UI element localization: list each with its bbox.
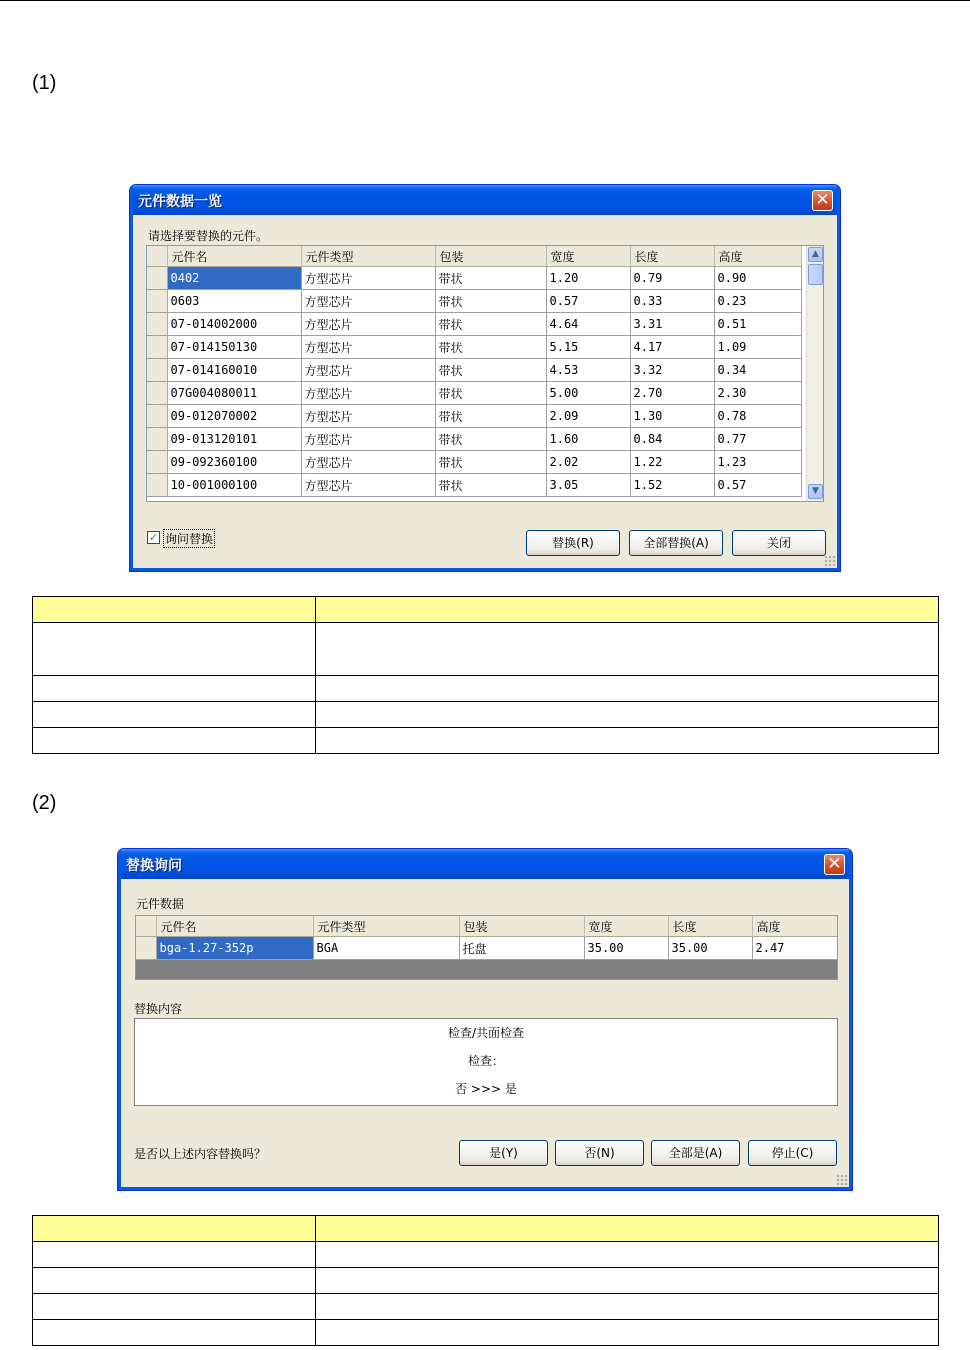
replace-content-line-1: 检查/共面检查 <box>447 1026 525 1040</box>
cell-width[interactable]: 0.57 <box>546 290 630 313</box>
cell-name[interactable]: 09-092360100 <box>167 451 301 474</box>
cell-type[interactable]: 方型芯片 <box>301 382 435 405</box>
cell-width[interactable]: 4.53 <box>546 359 630 382</box>
table-header-row <box>33 597 939 623</box>
table-row <box>33 623 939 676</box>
cell-length[interactable]: 2.70 <box>630 382 714 405</box>
table-row[interactable] <box>147 267 801 290</box>
replace-question-label: 是否以上述内容替换吗？ <box>134 1147 267 1161</box>
dialog-titlebar[interactable] <box>130 185 840 215</box>
table-row[interactable] <box>147 290 801 313</box>
cell-name[interactable]: 07G004080011 <box>167 382 301 405</box>
cell-type[interactable]: BGA <box>313 937 459 960</box>
table-row <box>33 728 939 754</box>
table-header-row <box>33 1216 939 1242</box>
scroll-down-icon[interactable]: ▼ <box>808 484 823 499</box>
cell-package[interactable]: 带状 <box>435 405 546 428</box>
section-number-2: (2) <box>32 792 57 814</box>
cell-width[interactable]: 5.15 <box>546 336 630 359</box>
cell-width[interactable]: 2.02 <box>546 451 630 474</box>
cell-package[interactable]: 带状 <box>435 336 546 359</box>
cell-package[interactable]: 带状 <box>435 267 546 290</box>
replace-confirm-dialog <box>117 848 853 1191</box>
cell-type[interactable]: 方型芯片 <box>301 267 435 290</box>
replace-all-button[interactable]: 全部替换(A) <box>629 530 723 556</box>
cell-height[interactable]: 0.51 <box>714 313 801 336</box>
cell-height[interactable]: 0.77 <box>714 428 801 451</box>
row-header-corner <box>136 916 156 937</box>
grid-header-row <box>136 916 837 937</box>
row-header[interactable] <box>136 937 156 960</box>
cell-type[interactable]: 方型芯片 <box>301 313 435 336</box>
table-row[interactable] <box>147 428 801 451</box>
table-cell <box>316 1242 939 1268</box>
row-header[interactable] <box>147 290 167 313</box>
cell-package[interactable]: 带状 <box>435 313 546 336</box>
confirm-replace-label[interactable]: 询问替换 <box>163 529 215 548</box>
scroll-up-icon[interactable]: ▲ <box>808 247 823 262</box>
table-header-cell <box>33 597 316 623</box>
table-row <box>33 702 939 728</box>
close-icon[interactable]: ✕ <box>824 854 845 875</box>
cell-width[interactable]: 1.20 <box>546 267 630 290</box>
cell-package[interactable]: 带状 <box>435 474 546 497</box>
table-cell <box>33 728 316 754</box>
cell-name[interactable]: 10-001000100 <box>167 474 301 497</box>
table-cell <box>33 702 316 728</box>
column-header-width[interactable]: 宽度 <box>546 246 630 267</box>
cell-height[interactable]: 0.23 <box>714 290 801 313</box>
column-header-length[interactable]: 长度 <box>668 916 752 937</box>
cell-height[interactable]: 0.57 <box>714 474 801 497</box>
cell-width[interactable]: 1.60 <box>546 428 630 451</box>
table-row[interactable] <box>147 313 801 336</box>
cell-height[interactable]: 0.78 <box>714 405 801 428</box>
stop-button[interactable]: 停止(C) <box>748 1140 837 1166</box>
component-data-label: 元件数据 <box>136 897 185 911</box>
row-header[interactable] <box>147 405 167 428</box>
description-table-2 <box>32 1215 939 1346</box>
replace-button[interactable]: 替换(R) <box>526 530 620 556</box>
table-cell <box>316 1294 939 1320</box>
cell-type[interactable]: 方型芯片 <box>301 405 435 428</box>
cell-package[interactable]: 托盘 <box>459 937 584 960</box>
row-header[interactable] <box>147 336 167 359</box>
yes-to-all-button[interactable]: 全部是(A) <box>651 1140 740 1166</box>
cell-height[interactable]: 2.47 <box>752 937 837 960</box>
table-row[interactable] <box>147 405 801 428</box>
component-grid[interactable] <box>146 245 824 502</box>
replace-component-table <box>136 916 838 960</box>
cell-type[interactable]: 方型芯片 <box>301 428 435 451</box>
table-row <box>33 1242 939 1268</box>
cell-width[interactable]: 5.00 <box>546 382 630 405</box>
cell-name[interactable]: 0402 <box>167 267 301 290</box>
close-button[interactable]: 关闭 <box>732 530 826 556</box>
table-cell <box>316 676 939 702</box>
table-row[interactable] <box>147 451 801 474</box>
table-row[interactable] <box>147 336 801 359</box>
cell-height[interactable]: 0.34 <box>714 359 801 382</box>
table-row <box>33 1268 939 1294</box>
table-cell <box>33 623 316 676</box>
cell-name[interactable]: 09-012070002 <box>167 405 301 428</box>
table-row <box>33 1320 939 1346</box>
replace-content-label: 替换内容 <box>134 1002 183 1016</box>
table-row <box>33 676 939 702</box>
cell-length[interactable]: 4.17 <box>630 336 714 359</box>
table-cell <box>316 623 939 676</box>
cell-height[interactable]: 0.90 <box>714 267 801 290</box>
column-header-height[interactable]: 高度 <box>752 916 837 937</box>
cell-width[interactable]: 3.05 <box>546 474 630 497</box>
cell-length[interactable]: 0.84 <box>630 428 714 451</box>
description-table-1 <box>32 596 939 754</box>
column-header-name[interactable]: 元件名 <box>167 246 301 267</box>
cell-length[interactable]: 1.52 <box>630 474 714 497</box>
cell-length[interactable]: 3.31 <box>630 313 714 336</box>
resize-grip-icon[interactable] <box>824 555 836 567</box>
cell-package[interactable]: 带状 <box>435 290 546 313</box>
column-header-package[interactable]: 包装 <box>435 246 546 267</box>
dialog-title: 替换询问 <box>126 858 182 874</box>
instruction-label: 请选择要替换的元件。 <box>148 229 269 243</box>
cell-length[interactable]: 0.33 <box>630 290 714 313</box>
scroll-thumb[interactable] <box>808 264 823 285</box>
replace-content-line-3: 否 >>> 是 <box>455 1082 517 1096</box>
table-cell <box>33 1294 316 1320</box>
cell-width[interactable]: 2.09 <box>546 405 630 428</box>
table-row[interactable] <box>147 359 801 382</box>
cell-name[interactable]: 07-014160010 <box>167 359 301 382</box>
page-top-rule <box>0 0 970 1</box>
cell-type[interactable]: 方型芯片 <box>301 451 435 474</box>
row-header[interactable] <box>147 474 167 497</box>
confirm-replace-checkbox[interactable]: ✓ <box>148 531 159 544</box>
cell-type[interactable]: 方型芯片 <box>301 336 435 359</box>
cell-length[interactable]: 35.00 <box>668 937 752 960</box>
table-cell <box>316 728 939 754</box>
component-table <box>147 246 802 497</box>
section-number-1: (1) <box>32 72 57 94</box>
table-cell <box>316 1320 939 1346</box>
replace-content-box <box>134 1018 838 1106</box>
component-list-dialog <box>129 184 841 572</box>
row-header[interactable] <box>147 313 167 336</box>
cell-height[interactable]: 2.30 <box>714 382 801 405</box>
cell-height[interactable]: 1.09 <box>714 336 801 359</box>
table-row[interactable] <box>147 382 801 405</box>
replace-content-line-2: 检查： <box>467 1054 504 1068</box>
row-header[interactable] <box>147 359 167 382</box>
column-header-height[interactable]: 高度 <box>714 246 801 267</box>
row-header-corner <box>147 246 167 267</box>
yes-button[interactable]: 是(Y) <box>459 1140 548 1166</box>
table-header-cell <box>316 1216 939 1242</box>
close-icon[interactable]: ✕ <box>812 190 833 211</box>
row-header[interactable] <box>147 267 167 290</box>
grid-header-row <box>147 246 801 267</box>
cell-package[interactable]: 带状 <box>435 428 546 451</box>
replace-component-grid[interactable] <box>135 915 838 980</box>
cell-type[interactable]: 方型芯片 <box>301 359 435 382</box>
table-cell <box>316 702 939 728</box>
cell-type[interactable]: 方型芯片 <box>301 474 435 497</box>
column-header-type[interactable]: 元件类型 <box>313 916 459 937</box>
row-header[interactable] <box>147 382 167 405</box>
cell-width[interactable]: 35.00 <box>584 937 668 960</box>
table-header-cell <box>316 597 939 623</box>
table-header-cell <box>33 1216 316 1242</box>
cell-length[interactable]: 1.22 <box>630 451 714 474</box>
no-button[interactable]: 否(N) <box>555 1140 644 1166</box>
column-header-package[interactable]: 包装 <box>459 916 584 937</box>
cell-length[interactable]: 3.32 <box>630 359 714 382</box>
cell-name[interactable]: 0603 <box>167 290 301 313</box>
column-header-length[interactable]: 长度 <box>630 246 714 267</box>
cell-width[interactable]: 4.64 <box>546 313 630 336</box>
cell-length[interactable]: 0.79 <box>630 267 714 290</box>
table-row[interactable] <box>136 937 837 960</box>
vertical-scrollbar[interactable] <box>806 246 824 501</box>
table-cell <box>33 676 316 702</box>
cell-length[interactable]: 1.30 <box>630 405 714 428</box>
table-row <box>33 1294 939 1320</box>
table-cell <box>33 1268 316 1294</box>
cell-type[interactable]: 方型芯片 <box>301 290 435 313</box>
dialog-titlebar[interactable] <box>118 849 852 879</box>
cell-name[interactable]: 07-014150130 <box>167 336 301 359</box>
cell-name[interactable]: 07-014002000 <box>167 313 301 336</box>
column-header-width[interactable]: 宽度 <box>584 916 668 937</box>
row-header[interactable] <box>147 428 167 451</box>
cell-package[interactable]: 带状 <box>435 382 546 405</box>
cell-name[interactable]: bga-1.27-352p <box>156 937 313 960</box>
table-cell <box>33 1242 316 1268</box>
table-cell <box>316 1268 939 1294</box>
table-cell <box>33 1320 316 1346</box>
resize-grip-icon[interactable] <box>836 1174 848 1186</box>
table-row[interactable] <box>147 474 801 497</box>
cell-package[interactable]: 带状 <box>435 451 546 474</box>
column-header-type[interactable]: 元件类型 <box>301 246 435 267</box>
cell-name[interactable]: 09-013120101 <box>167 428 301 451</box>
cell-height[interactable]: 1.23 <box>714 451 801 474</box>
dialog-title: 元件数据一览 <box>138 194 222 210</box>
cell-package[interactable]: 带状 <box>435 359 546 382</box>
column-header-name[interactable]: 元件名 <box>156 916 313 937</box>
row-header[interactable] <box>147 451 167 474</box>
